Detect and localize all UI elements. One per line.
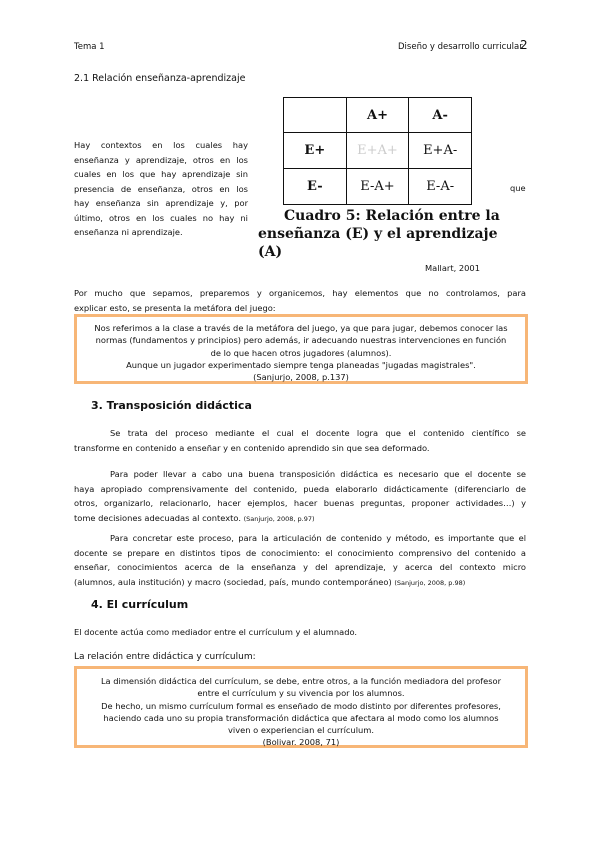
intro-paragraph (74, 138, 248, 240)
paragraph-line: Para poder llevar a cabo una buena transposición didáctica es necesario que el docente se (110, 469, 526, 479)
intro-line: enseñanza ni aprendizaje. (74, 227, 183, 237)
table-caption (258, 207, 508, 261)
section-heading-3: 3. Transposición didáctica (91, 399, 252, 412)
table-cell: E+A- (409, 133, 472, 169)
transposition-p3 (74, 531, 526, 590)
intro-line: Hay contextos en los cuales hay (74, 140, 248, 150)
curriculum-paragraph: El docente actúa como mediador entre el currículum y el alumnado. (74, 627, 358, 637)
relation-table (283, 97, 472, 205)
transposition-p2 (74, 467, 526, 526)
quote-line: Aunque un jugador experimentado siempre tenga planeadas "jugadas magistrales". (126, 359, 476, 370)
quote-box-curriculum (74, 666, 528, 748)
table-col-header: A+ (346, 98, 409, 133)
paragraph-line: transforme en contenido a enseñar y en contenido aprendido sin que sea deformado. (74, 442, 430, 453)
table-cell: E-A- (409, 169, 472, 205)
paragraph-line: explicar esto, se presenta la metáfora del juego: (74, 302, 276, 313)
table-cell: E+A+ (346, 133, 409, 169)
intro-line: cuales en los que hay aprendizaje sin (74, 169, 248, 179)
paragraph-line: docente se prepare en distintos tipos de conocimiento: el conocimiento comprensivo del contenido a (74, 547, 526, 558)
table-corner (284, 98, 347, 133)
paragraph-line: Por mucho que sepamos, preparemos y organicemos, hay elementos que no controlamos, para (74, 288, 526, 298)
quote-line: entre el currículum y su vivencia por los alumnos. (197, 688, 405, 699)
paragraph-text: tome decisiones adecuadas al contexto. (74, 512, 241, 523)
quote-line: viven o experiencian el currículum. (228, 725, 374, 736)
paragraph-line: enseñar, conocimientos acerca de la enseñanza y del aprendizaje, y acerca del contexto micro (74, 562, 526, 572)
citation: (Sanjurjo, 2008, p.98) (394, 578, 466, 587)
paragraph-line (74, 575, 526, 591)
table-cell: E-A+ (346, 169, 409, 205)
table-source: Mallart, 2001 (425, 263, 480, 273)
table-row-header: E+ (284, 133, 347, 169)
trailing-word: que (510, 183, 526, 193)
table-col-header: A- (409, 98, 472, 133)
curriculum-subheading: La relación entre didáctica y currículum: (74, 652, 256, 662)
quote-citation: (Sanjurjo, 2008, p.137) (253, 372, 349, 383)
game-paragraph (74, 286, 526, 315)
header-left: Tema 1 (74, 42, 105, 52)
quote-line: La dimensión didáctica del currículum, se debe, entre otros, a la función mediadora del profesor (100, 676, 502, 686)
quote-line: De hecho, un mismo currículum formal es enseñado de modo distinto por diferentes profesores, (101, 700, 501, 711)
quote-line: normas (fundamentos y principios) pero además, ir adecuando nuestras intervenciones en función (95, 335, 507, 346)
paragraph-line: haya apropiado comprensivamente del contenido, pueda elaborarlo didácticamente (diferenciarlo de (74, 483, 526, 494)
quote-line: haciendo cada uno su propia transformación didáctica que afectara al modo como los alumnos (103, 712, 499, 723)
paragraph-line: Para concretar este proceso, para la articulación de contenido y método, es importante que el (110, 533, 526, 543)
page-number: 2 (520, 38, 528, 52)
header-right: Diseño y desarrollo curricular (398, 42, 523, 52)
quote-citation: (Bolivar. 2008, 71) (262, 737, 340, 748)
paragraph-line: Se trata del proceso mediante el cual el docente logra que el contenido científico se (110, 428, 526, 438)
paragraph-line (74, 511, 526, 527)
intro-line: hay enseñanza sin aprendizaje y, por (74, 198, 248, 208)
intro-line: último, otros en los cuales no hay ni (74, 212, 248, 223)
intro-line: enseñanza y aprendizaje, otros en los (74, 154, 248, 165)
quote-line: Nos referimos a la clase a través de la metáfora del juego, ya que para jugar, debemos conocer las (94, 323, 508, 333)
quote-line: de lo que hacen otros jugadores (alumnos). (210, 347, 392, 358)
caption-line: Cuadro 5: Relación entre la (284, 208, 500, 224)
citation: (Sanjurjo, 2008, p.97) (243, 514, 315, 523)
quote-box-game (74, 314, 528, 384)
paragraph-text: (alumnos, aula institución) y macro (sociedad, país, mundo contemporáneo) (74, 576, 392, 587)
paragraph-line: otros, organizarlo, relacionarlo, hacer ejemplos, hacer buenas preguntas, proponer actividades…) y (74, 498, 526, 508)
caption-line: enseñanza (E) y el aprendizaje (A) (258, 226, 498, 260)
intro-line: presencia de enseñanza, otros en los (74, 183, 248, 194)
transposition-p1 (74, 426, 526, 455)
section-heading-2-1: 2.1 Relación enseñanza-aprendizaje (74, 73, 246, 84)
section-heading-4: 4. El currículum (91, 598, 189, 611)
table-row-header: E- (284, 169, 347, 205)
